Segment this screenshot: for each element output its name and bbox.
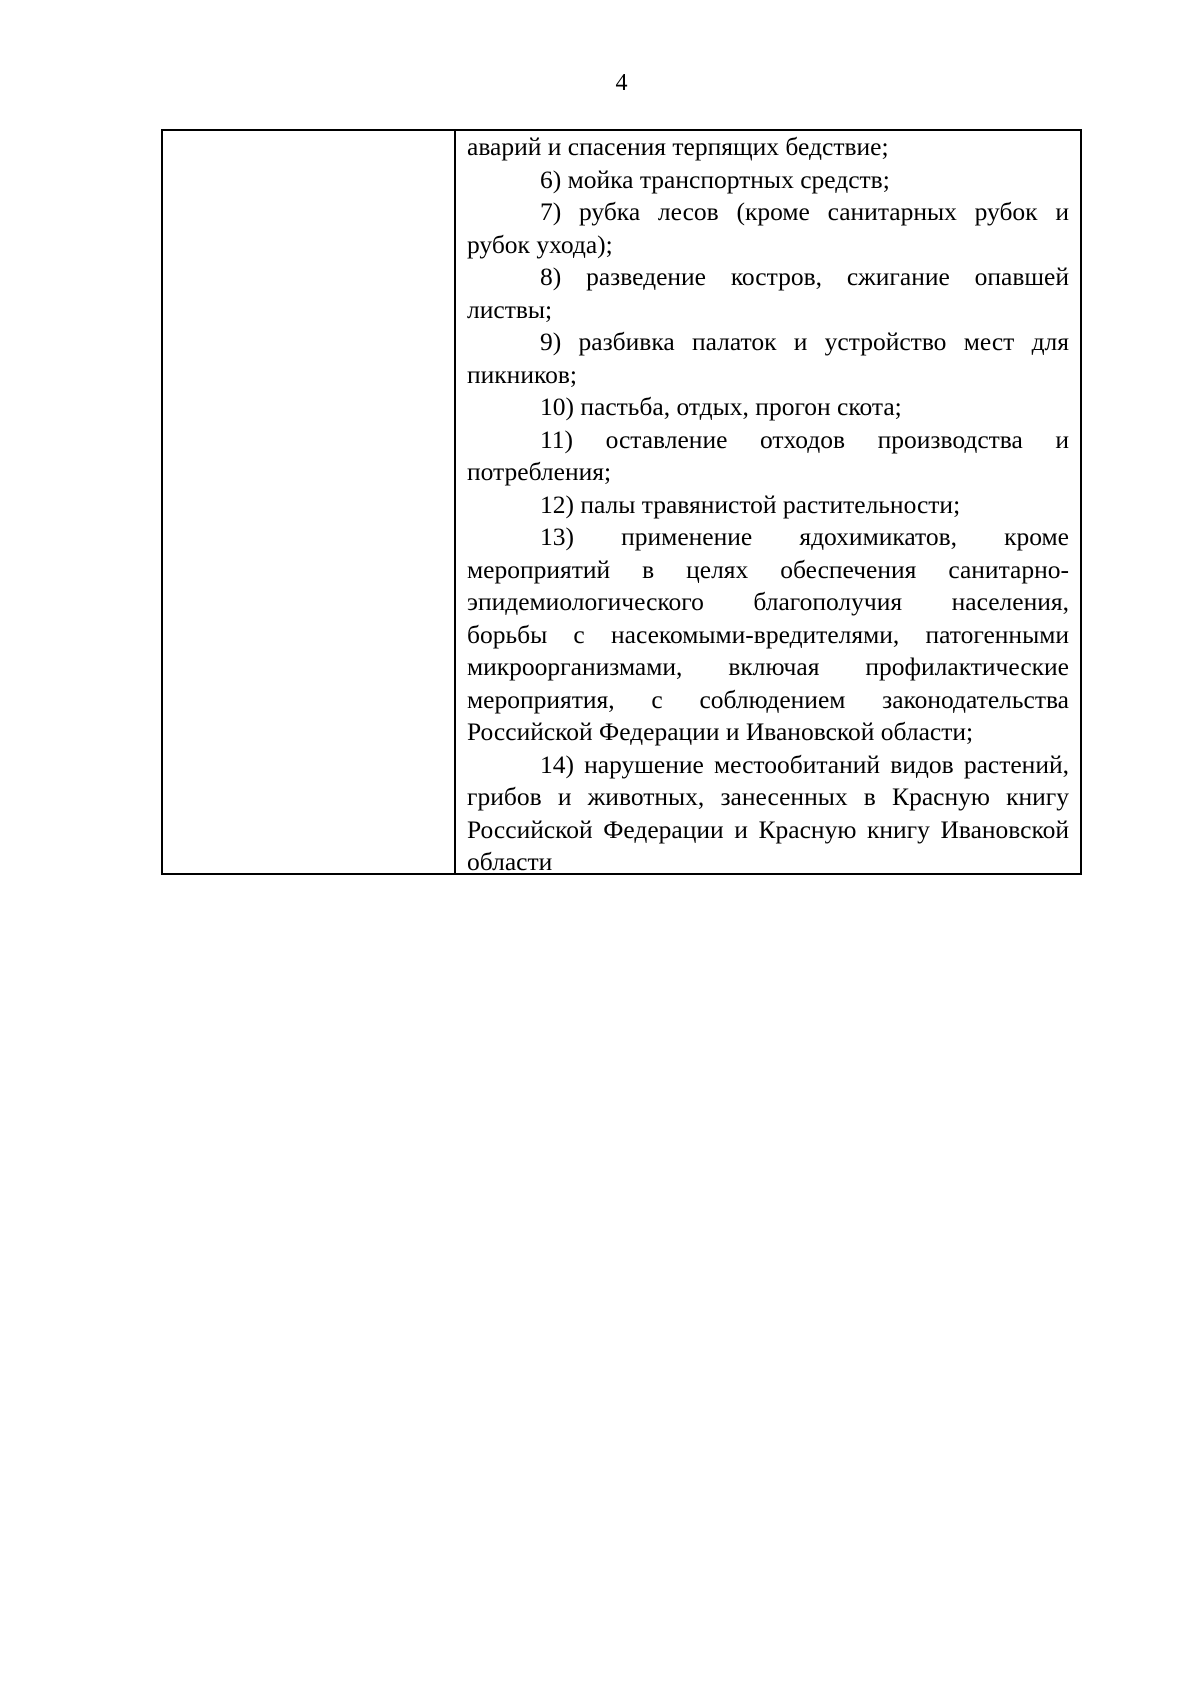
list-item-6: 6) мойка транспортных средств; (540, 164, 890, 194)
list-item-14: 14) нарушение местообитаний видов растений, грибов и животных, занесенных в Красную книгу Российской Федерации и Красную книгу Ивановской области (467, 749, 1069, 876)
list-item-9: 9) разбивка палаток и устройство мест для пикников; (467, 327, 1069, 389)
list-item-10: 10) пастьба, отдых, прогон скота; (540, 392, 902, 421)
list-item-13: 13) применение ядохимикатов, кроме мероприятий в целях обеспечения санитарно-эпидемиологического благополучия населения, борьбы с насекомыми-вредителями, патогенными микроорганизмами, включая профилактические мероприятия, с соблюдением законодательства Российской Федерации и Ивановской области; (467, 522, 1069, 746)
document-table (161, 129, 1082, 875)
list-item-11: 11) оставление отходов производства и потребления; (467, 424, 1069, 486)
list-item-7: 7) рубка лесов (кроме санитарных рубок и рубок ухода); (467, 197, 1069, 259)
list-item-8: 8) разведение костров, сжигание опавшей листвы; (467, 262, 1069, 324)
list-item-continuation: аварий и спасения терпящих бедствие; (467, 132, 889, 161)
page-number: 4 (615, 70, 628, 96)
table-cell-left (163, 131, 456, 873)
list-item-12: 12) палы травянистой растительности; (540, 489, 961, 519)
table-cell-right (456, 131, 1080, 876)
